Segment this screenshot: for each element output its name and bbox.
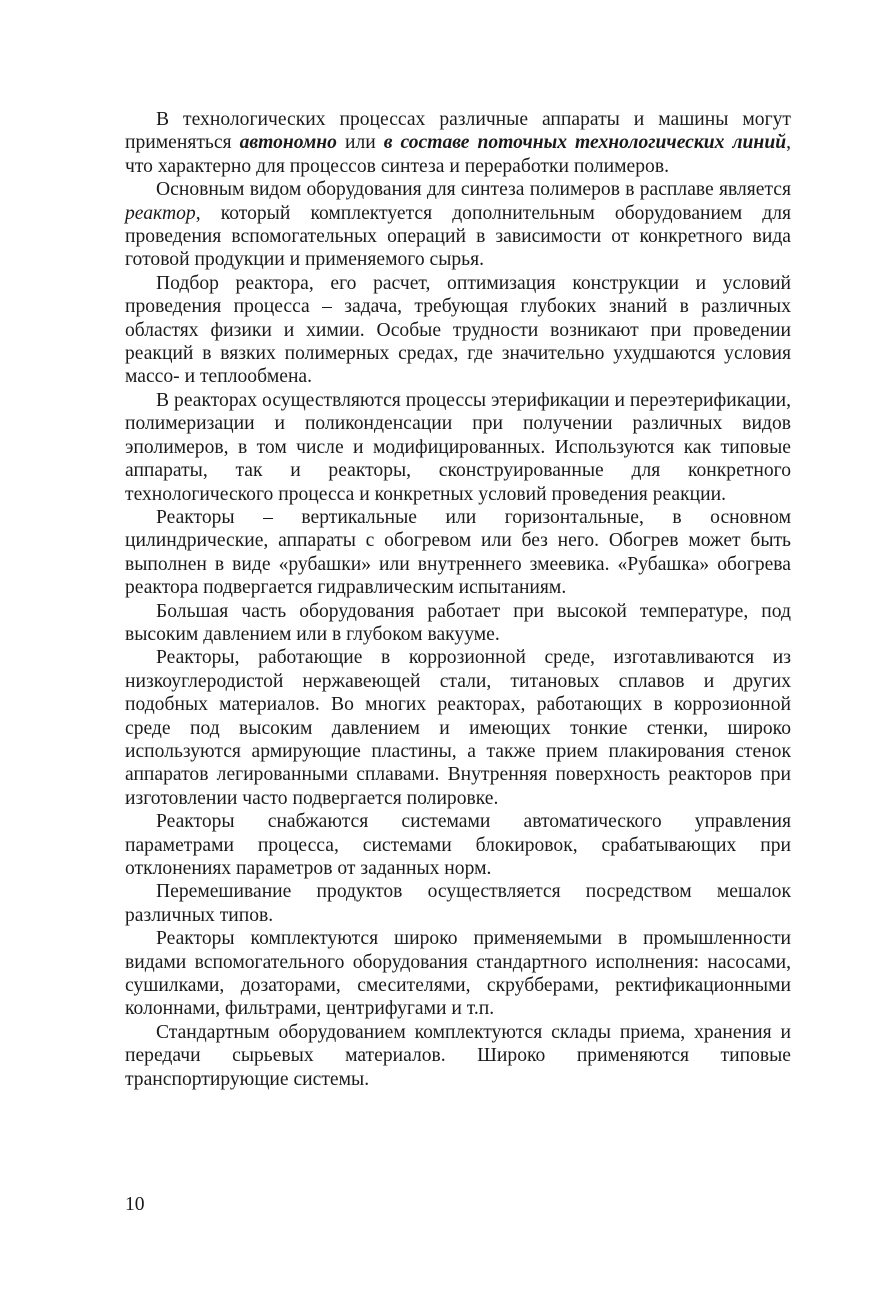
- paragraph-8: Реакторы снабжаются системами автоматического управления параметрами процесса, системами блокировок, срабатывающих при отклонениях параметров от заданных норм.: [125, 811, 791, 879]
- paragraph-1-text-c: , что характерно для процессов синтеза и переработки полимеров.: [125, 132, 792, 177]
- page-number: 10: [125, 1194, 145, 1215]
- body-text: [125, 108, 791, 1091]
- paragraph-3: Подбор реактора, его расчет, оптимизация конструкции и условий проведения процесса – задача, требующая глубоких знаний в различных областях физики и химии. Особые трудности возникают при проведении реакций в вязких полимерных средах, где значительно ухудшаются условия массо- и теплообмена.: [125, 272, 791, 388]
- paragraph-11: Стандартным оборудованием комплектуются склады приема, хранения и передачи сырьевых материалов. Широко применяются типовые транспортирующие системы.: [125, 1021, 791, 1090]
- paragraph-1: [125, 108, 791, 178]
- paragraph-2-text-a: Основным видом оборудования для синтеза полимеров в расплаве является: [156, 179, 791, 201]
- paragraph-4: В реакторах осуществляются процессы этерификации и переэтерификации, полимеризации и поликонденсации при получении различных видов эполимеров, в том числе и модифицированных. Используются как типовые аппараты, так и реакторы, сконструированные для конкретного технологического процесса и конкретных условий проведения реакции.: [125, 389, 791, 505]
- paragraph-1-text-b: или: [336, 132, 384, 154]
- paragraph-6: Большая часть оборудования работает при высокой температуре, под высоким давлением или в глубоком вакууме.: [125, 600, 791, 645]
- emphasis-reactor: реактор: [125, 202, 196, 224]
- paragraph-2: [125, 178, 791, 272]
- paragraph-1-text-a: В технологических процессах различные аппараты и машины могут применяться: [125, 109, 791, 154]
- paragraph-2-text-b: , который комплектуется дополнительным оборудованием для проведения вспомогательных операций в зависимости от конкретного вида готовой продукции и применяемого сырья.: [125, 202, 791, 271]
- emphasis-production-lines: в составе поточных технологических линий: [383, 132, 787, 154]
- paragraph-10: Реакторы комплектуются широко применяемыми в промышленности видами вспомогательного оборудования стандартного исполнения: насосами, сушилками, дозаторами, смесителями, скрубберами, ректификационными колоннами, фильтрами, центрифугами и т.п.: [125, 928, 791, 1020]
- emphasis-autonomous: автономно: [239, 132, 337, 154]
- paragraph-5: Реакторы – вертикальные или горизонтальные, в основном цилиндрические, аппараты с обогревом или без него. Обогрев может быть выполнен в виде «рубашки» или внутреннего змеевика. «Рубашка» обогрева реактора подвергается гидравлическим испытаниям.: [125, 506, 791, 599]
- paragraph-9: Перемешивание продуктов осуществляется посредством мешалок различных типов.: [125, 881, 791, 926]
- paragraph-7: Реакторы, работающие в коррозионной среде, изготавливаются из низкоуглеродистой нержавеющей стали, титановых сплавов и других подобных материалов. Во многих реакторах, работающих в коррозионной среде под высоким давлением и имеющих тонкие стенки, широко используются армирующие пластины, а также прием плакирования стенок аппаратов легированными сплавами. Внутренняя поверхность реакторов при изготовлении часто подвергается полировке.: [125, 647, 791, 809]
